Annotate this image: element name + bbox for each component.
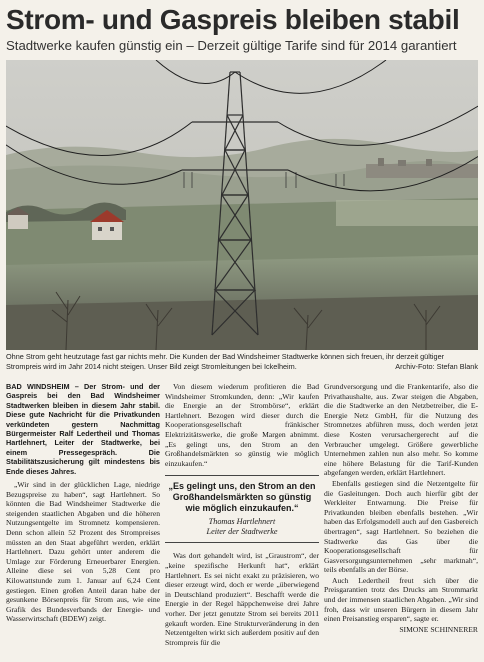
photo-caption <box>6 352 478 372</box>
body-paragraph: „Wir sind in der glücklichen Lage, niedrige Bezugspreise zu haben“, sagt Hartlehnert. So könnten die Bad Windsheimer Stadtwerke die steigenden staatlichen Abgaben und die höheren Nutzungsentgelte im Stromnetz kompensieren. Denn schon allein 52 Prozent des Strompreises müssten an den Staat abgeführt werden, erklärt Hartlehnert. Dazu gehört unter anderem die Umlage zur Förderung Erneuerbarer Energien. Alleine diese sei von 5,28 Cent pro Kilowattstunde zum 1. Januar auf 6,24 Cent gestiegen. Einen großen Anteil daran habe der gesunkene Börsenpreis für Strom aus, wie eine Grafik des Bundesverbands der Energie- und Wasserwirtschaft (BDEW) zeigt. <box>6 480 160 624</box>
body-paragraph: Ebenfalls gestiegen sind die Netzentgelte für die Gasleitungen. Doch auch hierfür gibt der Werkleiter Entwarnung. Die Preise für Privatkunden bleiben ebenfalls bestehen. „Wir haben das Erfolgsmodell auch auf den Gasbereich übertragen“, sagt Hartlehnert. So beziehen die Stadtwerke das Gas über die Kooperationsgesellschaft für Gasversorgungsunternehmen „sehr marktnah“, teils ebenfalls an der Börse. <box>324 478 478 575</box>
article-column-2 <box>165 382 319 658</box>
lead-text: – Der Strom- und der Gaspreis bei den Bad Windsheimer Stadtwerken bleiben in diesem Jahr stabil. Diese gute Nachricht für die Privatkunden verkündeten gestern Nachmittag Bürgermeister Ralf Ledertheil und Thomas Hartlehnert, Leiter der Stadtwerke, bei einem Pressegespräch. Die Stabilitätszusicherung gilt mindestens bis Ende dieses Jahres. <box>6 382 160 476</box>
article-headline: Strom- und Gaspreis bleiben stabil <box>6 4 460 35</box>
article-column-3 <box>324 382 478 658</box>
body-paragraph: Auch Ledertheil freut sich über die Preisgarantien trotz des Drucks am Strommarkt und der immensen staatlichen Abgaben. „Wir sind froh, dass wir unseren Bürgern in diesem Jahr einen Preisanstieg ersparen“, sagte er. <box>324 575 478 624</box>
body-paragraph: Grundversorgung und die Frankentarife, also die Privathaushalte, aus. Zwar steigen die Abgaben, die die Stadtwerke an den Netzbetreiber, die E-Energie Netz GmbH, für die Nutzung des Stromnetzes abführen muss, doch werden jetzt diese Kosten verursachergerecht auf die Verbraucher umgelegt. Größere gewerbliche Unternehmen zahlen nun also mehr. So komme eine höhere Belastung für die Tarif-Kunden abgefangen werden, erklärt Hartlehnert. <box>324 382 478 478</box>
power-lines-photo <box>6 60 478 350</box>
pull-quote-text: „Es gelingt uns, den Strom an den Großhandelsmärkten so günstig wie möglich einzukaufen.“ <box>168 481 316 514</box>
article-subheadline: Stadtwerke kaufen günstig ein – Derzeit gültige Tarife sind für 2014 garantiert <box>6 38 457 53</box>
pull-quote-author: Thomas Hartlehnert <box>208 517 276 527</box>
article-column-1 <box>6 382 160 658</box>
body-paragraph: Was dort gehandelt wird, ist „Graustrom“, der „keine spezifische Herkunft hat“, erklärt Hartlehnert. Es sei nicht exakt zu präzisieren, wo dieser erzeugt wird, doch er werde „überwiegend in Deutschland produziert“. Beschafft werde die Energie in der Regel häppchenweise drei Jahre vorher. Der jetzt genutzte Strom sei bereits 2011 gekauft worden. Eine Strukturveränderung in den Netzentgelten wirkt sich außerdem positiv auf den Strompreis für die <box>165 551 319 647</box>
photo-illustration <box>6 60 478 350</box>
article-byline: SIMONE SCHINNERER <box>399 624 478 634</box>
dateline: BAD WINDSHEIM <box>6 382 70 391</box>
caption-text: Ohne Strom geht heutzutage fast gar nichts mehr. Die Kunden der Bad Windsheimer Stadtwerke können sich freuen, ihr derzeit gültiger Strompreis wird im Jahr 2014 nicht steigen. Unser Bild zeigt Stromleitungen bei Ickelheim. <box>6 352 445 371</box>
article-lead <box>6 382 160 476</box>
body-paragraph: Von diesem wiederum profitieren die Bad Windsheimer Stromkunden, denn: „Wir kaufen die Energie an der Strombörse“, erklärt Hartlehnert. Bezogen wird dieser durch die Kooperationsgesellschaft fränkischer Elektrizitätswerke, die große Margen abnimmt. „Es gelingt uns, den Strom an den Großhandelsmärkten so günstig wie möglich einzukaufen.“ <box>165 382 319 468</box>
photo-credit: Archiv-Foto: Stefan Blank <box>395 362 478 371</box>
pull-quote <box>165 475 319 543</box>
pull-quote-role: Leiter der Stadtwerke <box>206 527 278 537</box>
